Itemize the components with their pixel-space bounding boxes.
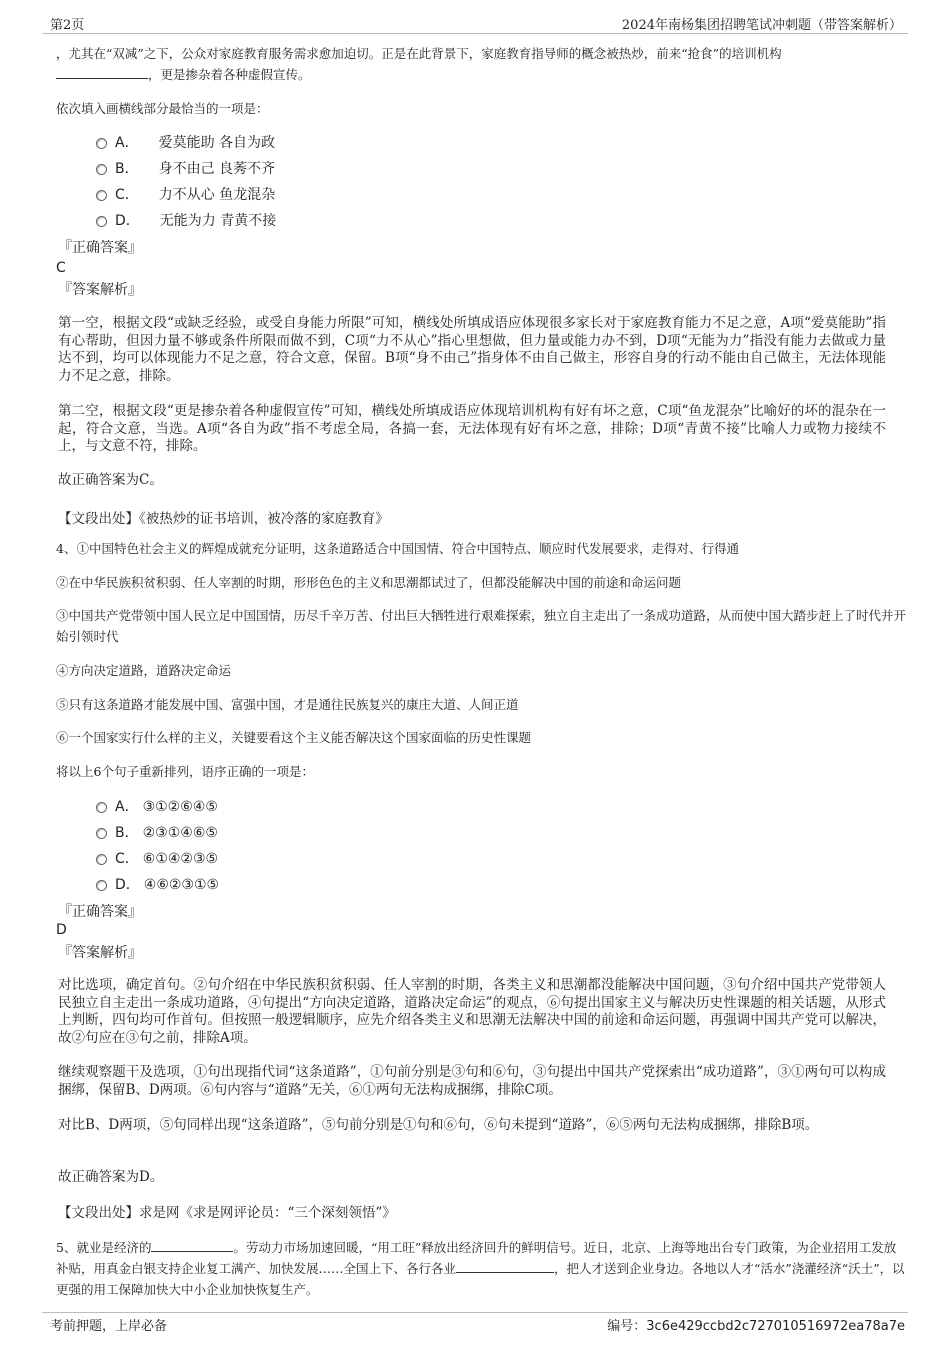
footer-slogan: 考前押题，上岸必备 [50,1319,168,1334]
page-header [0,0,950,34]
radio-icon[interactable] [96,880,107,891]
q4-analysis-p1: 对比选项，确定首句。②句介绍在中华民族积贫积弱、任人宰割的时期，各类主义和思潮都没能解决中国问题，③句介绍中国共产党带领人民独立自主走出一条成功道路，④句提出“方向决定道路，道路决定命运”的观点，⑥句提出国家主义与解决历史性课题的相关话题，从形式上判断，四句均可作首句。但按照一般逻辑顺序，应先介绍各类主义和思潮无法解决中国的前途和命运问题，再强调中国共产党可以解决，故②句应在③句之前，排除A项。 [58,977,886,1046]
document-id [607,1315,905,1334]
q3-option-d[interactable]: D． 无能为力 青黄不接 [96,211,276,231]
q5-part-1: 5、就业是经济的 [56,1240,152,1255]
q5-part-3: ，把人才送到企业身边。各地以人才“活水”浇灌经济“沃土”，以更强的用工保障加快大中小企业加快恢复生产。 [56,1261,905,1297]
q4-sentence-4: ④方向决定道路，道路决定命运 [56,663,232,678]
q4-option-c[interactable]: C． ⑥①④②③⑤ [96,849,218,869]
q5-blank-2 [456,1258,554,1273]
footer-divider [42,1312,908,1313]
header-divider [42,33,908,34]
q4-correct-label: 『正确答案』 [58,904,142,920]
radio-icon[interactable] [96,828,107,839]
q3-passage-line1: ，尤其在“双减”之下，公众对家庭教育服务需求愈加迫切。正是在此背景下，家庭教育指导师的概念被热炒，前来“抢食”的培训机构 [56,46,782,61]
q4-correct-answer: D [56,922,67,938]
q3-correct-answer: C [56,260,66,276]
q4-sentence-2: ②在中华民族积贫积弱、任人宰割的时期，形形色色的主义和思潮都试过了，但都没能解决中国的前途和命运问题 [56,575,682,590]
q3-option-c[interactable]: C． 力不从心 鱼龙混杂 [96,185,275,205]
q3-source: 【文段出处】《被热炒的证书培训，被冷落的家庭教育》 [58,511,389,527]
radio-icon[interactable] [96,190,107,201]
q5-part-2: 。劳动力市场加速回暖，“用工旺”释放出经济回升的鲜明信号。近日，北京、上海等地出台专门政策，为企业招用工发放补贴，用真金白银支持企业复工满产、加快发展……全国上下、各行各业 [56,1240,897,1276]
q4-sentence-3: ③中国共产党带领中国人民立足中国国情，历尽千辛万苦、付出巨大牺牲进行艰难探索，独立自主走出了一条成功道路，从而使中国大踏步赶上了时代并开始引领时代 [56,608,907,644]
q3-analysis-label: 『答案解析』 [58,282,142,298]
document-id-label: 编号： [607,1319,647,1334]
page-number: 第2页 [50,18,85,33]
radio-icon[interactable] [96,138,107,149]
q5-passage [56,1237,906,1300]
q4-source: 【文段出处】求是网《求是网评论员：“三个深刻领悟”》 [58,1205,396,1221]
q5-blank-1 [151,1237,233,1252]
q3-analysis-p2: 第二空，根据文段“更是掺杂着各种虚假宣传”可知，横线处所填成语应体现培训机构有好有坏之意，C项“鱼龙混杂”比喻好的坏的混杂在一起，符合文意，当选。A项“各自为政”指不考虑全局，各搞一套，无法体现有好有坏之意，排除；D项“青黄不接”比喻人力或物力接续不上，与文意不符，排除。 [58,403,886,454]
radio-icon[interactable] [96,854,107,865]
q3-passage-line2: ，更是掺杂着各种虚假宣传。 [148,67,311,82]
q4-analysis-p4: 故正确答案为D。 [58,1169,164,1185]
q3-correct-label: 『正确答案』 [58,240,142,256]
document-id-code: 3c6e429ccbd2c727010516972ea78a7e [646,1319,905,1334]
page-footer [0,1308,950,1345]
q4-option-a[interactable]: A． ③①②⑥④⑤ [96,797,218,817]
q4-sentence-5: ⑤只有这条道路才能发展中国、富强中国，才是通往民族复兴的康庄大道、人间正道 [56,697,519,712]
q4-option-d[interactable]: D． ④⑥②③①⑤ [96,875,219,895]
q3-option-b[interactable]: B． 身不由己 良莠不齐 [96,159,275,179]
q4-prompt: 将以上6个句子重新排列，语序正确的一项是： [56,764,314,779]
q4-sentence-6: ⑥一个国家实行什么样的主义，关键要看这个主义能否解决这个国家面临的历史性课题 [56,730,532,745]
q3-option-a[interactable]: A． 爱莫能助 各自为政 [96,133,275,153]
q4-option-b[interactable]: B． ②③①④⑥⑤ [96,823,218,843]
q3-prompt: 依次填入画横线部分最恰当的一项是： [56,101,269,116]
radio-icon[interactable] [96,164,107,175]
q4-sentence-1: 4、①中国特色社会主义的辉煌成就充分证明，这条道路适合中国国情、符合中国特点、顺应时代发展要求，走得对、行得通 [56,541,739,556]
q3-analysis-p1: 第一空，根据文段“或缺乏经验，或受自身能力所限”可知，横线处所填成语应体现很多家长对于家庭教育能力不足之意，A项“爱莫能助”指有心帮助，但因力量不够或条件所限而做不到，C项“力不从心”指心里想做，但力量或能力办不到，D项“无能为力”指没有能力去做或力量达不到，均可以体现能力不足之意，符合文意，保留。B项“身不由己”指身体不由自己做主，形容自身的行动不能由自己做主，无法体现能力不足之意，排除。 [58,315,886,384]
radio-icon[interactable] [96,216,107,227]
q4-analysis-label: 『答案解析』 [58,945,142,961]
q3-passage [56,43,906,85]
radio-icon[interactable] [96,802,107,813]
document-title: 2024年南杨集团招聘笔试冲刺题（带答案解析） [621,18,902,33]
q3-blank [56,64,148,79]
q3-analysis-p3: 故正确答案为C。 [58,472,163,488]
q4-analysis-p2: 继续观察题干及选项，①句出现指代词“这条道路”，①句前分别是③句和⑥句，③句提出中国共产党探索出“成功道路”，③①两句可以构成捆绑，保留B、D两项。⑥句内容与“道路”无关，⑥①两句无法构成捆绑，排除C项。 [58,1064,886,1098]
q4-analysis-p3: 对比B、D两项，⑤句同样出现“这条道路”，⑤句前分别是①句和⑥句，⑥句未提到“道路”，⑥⑤两句无法构成捆绑，排除B项。 [58,1117,819,1133]
